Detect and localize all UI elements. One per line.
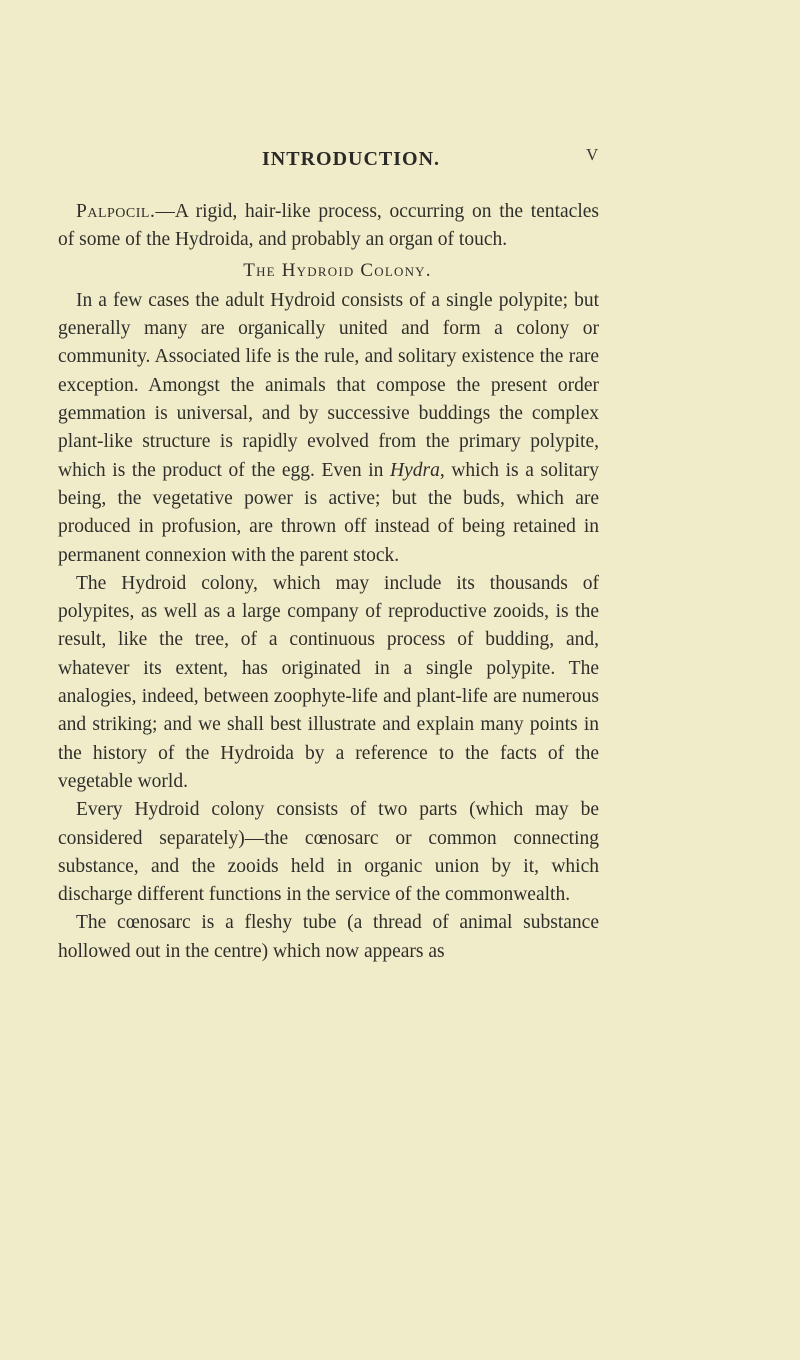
paragraph-text: In a few cases the adult Hydroid consists of a single polypite; but generally many are organically united and form a colony or community. Associated life is the rule, and solitary existence the rare exception. Amongst the animals that compose the present order gemmation is universal, and by successive buddings the complex plant-like structure is rapidly evolved from the primary polypite, which is the product of the egg. Even in — [58, 289, 599, 481]
page-number: V — [586, 145, 599, 164]
paragraph: The Hydroid colony, which may include its thousands of polypites, as well as a large company of reproductive zooids, is the result, like the tree, of a continuous process of budding, and, whatever its extent, has originated in a single polypite. The analogies, indeed, between zoophyte-life and plant-life are numerous and striking; and we shall best illustrate and explain many points in the history of the Hydroida by a reference to the facts of the vegetable world. — [58, 572, 599, 792]
section-heading — [58, 257, 599, 285]
body-text — [58, 198, 599, 966]
section-heading-text: The Hydroid Colony. — [243, 259, 432, 281]
paragraph — [58, 287, 599, 570]
paragraph: Every Hydroid colony consists of two parts (which may be considered separately)—the cœnosarc or common connecting substance, and the zooids held in organic union by it, which discharge different functions in the service of the commonwealth. — [58, 799, 599, 906]
taxon-name-hydra: Hydra — [390, 459, 440, 481]
definition-text: —A rigid, hair-like process, occurring on the tentacles of some of the Hydroida, and probably an organ of touch. — [58, 201, 599, 251]
paragraph: The cœnosarc is a fleshy tube (a thread of animal substance hollowed out in the centre) which now appears as — [58, 912, 599, 962]
running-head — [0, 145, 800, 174]
paragraph-text: , which is a solitary being, the vegetative power is active; but the buds, which are produced in profusion, are thrown off instead of being retained in permanent connexion with the parent stock. — [58, 459, 600, 566]
running-head-title: INTRODUCTION. — [262, 148, 441, 170]
definition-palpocil — [58, 198, 599, 255]
definition-term: Palpocil. — [76, 201, 156, 222]
